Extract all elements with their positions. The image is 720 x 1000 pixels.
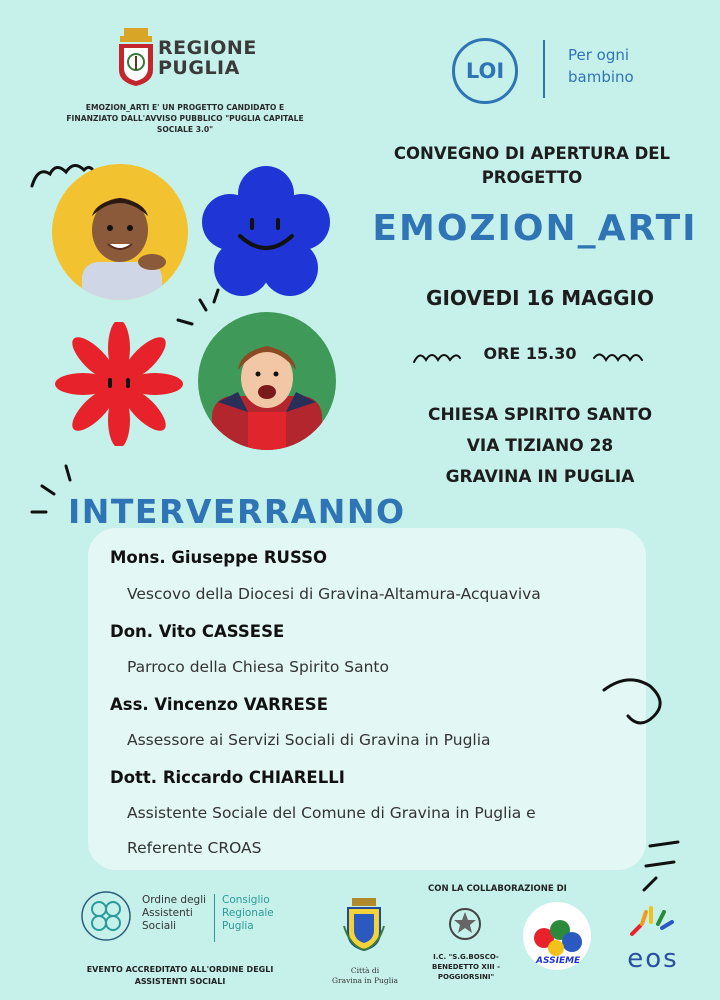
event-heading-line2: PROGETTO	[481, 168, 583, 187]
loi-tagline-line1: Per ogni	[568, 46, 630, 64]
candidate-notice: EMOZION_ARTI E' UN PROGETTO CANDIDATO E FINANZIATO DALL'AVVISO PUBBLICO "PUGLIA CAPITALE SOCIALE 3.0"	[66, 103, 304, 134]
event-date: GIOVEDI 16 MAGGIO	[426, 286, 654, 310]
school-line3: POGGIORSINI"	[437, 973, 495, 981]
speaker-role: Parroco della Chiesa Spirito Santo	[127, 658, 389, 676]
eos-logo-icon	[626, 904, 676, 940]
spark-lines-right-icon	[640, 838, 684, 896]
speaker-role: Assessore ai Servizi Sociali di Gravina in Puglia	[127, 731, 491, 749]
location-line3: GRAVINA IN PUGLIA	[445, 467, 635, 487]
consiglio-line1: Consiglio	[222, 894, 270, 906]
ordine-assistenti-logo-icon	[80, 890, 132, 942]
eos-logo-text: eos	[627, 944, 679, 974]
blue-flower-smile-icon	[202, 164, 330, 304]
loi-tagline-line2: bambino	[568, 68, 634, 86]
swirl-right-icon	[592, 346, 644, 368]
region-name-line2: PUGLIA	[158, 57, 240, 79]
collaboration-label: CON LA COLLABORAZIONE DI	[428, 884, 567, 894]
event-location	[390, 400, 690, 493]
city-line1: Città di	[350, 966, 380, 975]
speaker-name: Mons. Giuseppe RUSSO	[110, 548, 328, 567]
project-title: EMOZION_ARTI	[372, 208, 698, 249]
boy-photo	[52, 164, 188, 300]
regione-puglia-crest-icon	[116, 26, 156, 88]
regione-puglia-wordmark	[158, 38, 257, 78]
city-label	[320, 966, 410, 986]
location-line1: CHIESA SPIRITO SANTO	[427, 405, 653, 425]
ordine-line3: Sociali	[142, 920, 177, 932]
girl-photo	[198, 312, 336, 450]
accreditation-line2: ASSISTENTI SOCIALI	[134, 977, 226, 986]
school-line2: BENEDETTO XIII -	[431, 963, 500, 971]
speaker-name: Ass. Vincenzo VARRESE	[110, 695, 328, 714]
speakers-title: INTERVERRANNO	[68, 492, 406, 531]
ordine-label	[142, 894, 206, 933]
speaker-name: Dott. Riccardo CHIARELLI	[110, 768, 345, 787]
gravina-crest-icon	[342, 896, 386, 952]
swirl-left-icon	[410, 346, 462, 368]
ordine-line1: Ordine degli	[142, 894, 207, 906]
italian-republic-emblem-icon	[446, 904, 484, 944]
speaker-name: Don. Vito CASSESE	[110, 622, 285, 641]
accreditation-line1: EVENTO ACCREDITATO ALL'ORDINE DEGLI	[86, 965, 274, 974]
location-line2: VIA TIZIANO 28	[466, 436, 614, 456]
red-flower-icon	[54, 322, 184, 446]
loi-divider	[543, 40, 545, 98]
school-label	[424, 952, 508, 982]
ordine-divider	[214, 894, 215, 942]
region-name-line1: REGIONE	[158, 37, 257, 59]
loi-tagline	[568, 44, 634, 88]
speaker-role: Referente CROAS	[127, 839, 262, 857]
loi-logo: LOI	[452, 38, 518, 104]
accreditation-note	[60, 964, 300, 988]
girl-illustration-icon	[198, 312, 336, 450]
boy-illustration-icon	[52, 164, 188, 300]
event-heading-line1: CONVEGNO DI APERTURA DEL	[393, 144, 671, 163]
swirl-right-decoration-icon	[598, 672, 670, 732]
consiglio-line2: Regionale	[222, 907, 274, 919]
consiglio-label	[222, 894, 274, 933]
city-line2: Gravina in Puglia	[332, 976, 398, 985]
speaker-role: Assistente Sociale del Comune di Gravina in Puglia e	[127, 804, 536, 822]
consiglio-line3: Puglia	[222, 920, 254, 932]
event-time: ORE 15.30	[483, 344, 577, 363]
event-heading	[362, 142, 702, 190]
ordine-line2: Assistenti	[142, 907, 193, 919]
speaker-role: Vescovo della Diocesi di Gravina-Altamura-Acquaviva	[127, 585, 541, 603]
assieme-logo-text: ASSIEME	[536, 956, 581, 966]
school-line1: I.C. "S.G.BOSCO-	[433, 953, 499, 961]
